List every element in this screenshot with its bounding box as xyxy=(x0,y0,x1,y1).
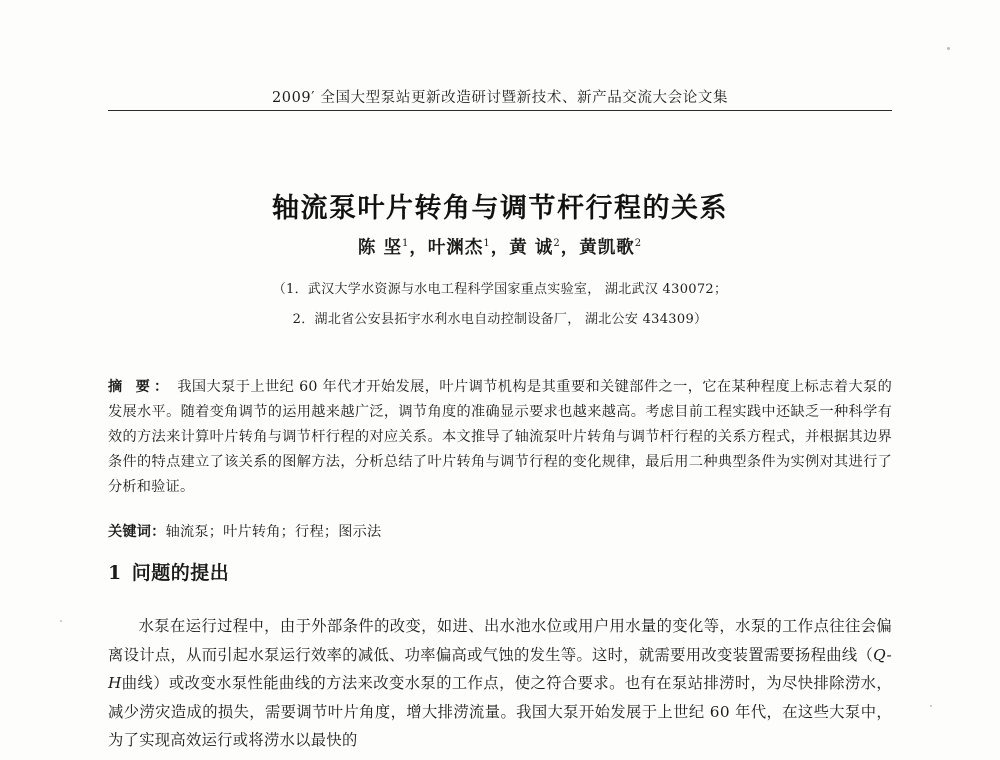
section-number: 1 xyxy=(108,562,122,584)
body-italic-symbol: Q-H xyxy=(108,645,892,693)
body-text-part-1: 水泵在运行过程中，由于外部条件的改变，如进、出水池水位或用户用水量的变化等，水泵的工作点往往会偏离设计点，从而引起水泵运行效率的减低、功率偏高或气蚀的发生等。这时，就需要用改变装置需要扬程曲线（ xyxy=(108,617,892,664)
affiliation-line-1: （1．武汉大学水资源与水电工程科学国家重点实验室， 湖北武汉 430072； xyxy=(272,282,728,297)
affiliation-line-2: 2．湖北省公安县拓宇水利水电自动控制设备厂， 湖北公安 434309） xyxy=(292,312,708,327)
author-affil-marker: 1 xyxy=(483,238,491,250)
section-heading xyxy=(108,558,229,585)
author-list: 陈 坚$^1$，叶渊杰$^1$，黄 诚$^2$，黄凯歌$^2$ xyxy=(357,238,643,258)
author-affil-marker: 2 xyxy=(553,238,561,250)
author-affil-marker: 2 xyxy=(634,238,643,250)
abstract-block xyxy=(108,375,892,500)
scan-speck xyxy=(60,620,62,622)
keywords-label: 关键词： xyxy=(108,524,166,540)
keywords-block xyxy=(108,520,892,544)
running-head: 2009′ 全国大型泵站更新改造研讨暨新技术、新产品交流大会论文集 xyxy=(271,90,729,106)
author-name: 陈 坚 xyxy=(357,238,402,258)
author-name: 黄凯歌 xyxy=(579,238,635,258)
body-text-part-2: 曲线）或改变水泵性能曲线的方法来改变水泵的工作点，使之符合要求。也有在泵站排涝时，为尽快排除涝水，减少涝灾造成的损失，需要调节叶片角度，增大排涝流量。我国大泵开始发展于上世纪 60 年代，在这些大泵中，为了实现高效运行或将涝水以最快的 xyxy=(108,674,892,750)
author-name: 黄 诚 xyxy=(509,238,554,258)
keywords-text: 轴流泵；叶片转角；行程；图示法 xyxy=(165,524,382,540)
author-affil-marker: 1 xyxy=(402,238,410,250)
abstract-label: 摘 要： xyxy=(108,379,173,395)
header-rule xyxy=(108,110,892,111)
scan-speck xyxy=(930,705,932,707)
abstract-text: 我国大泵于上世纪 60 年代才开始发展，叶片调节机构是其重要和关键部件之一，它在某种程度上标志着大泵的发展水平。随着变角调节的运用越来越广泛，调节角度的准确显示要求也越来越高。考虑目前工程实践中还缺乏一种科学有效的方法来计算叶片转角与调节杆行程的对应关系。本文推导了轴流泵叶片转角与调节杆行程的关系方程式，并根据其边界条件的特点建立了该关系的图解方法，分析总结了叶片转角与调节行程的变化规律，最后用二种典型条件为实例对其进行了分析和验证。 xyxy=(108,379,892,495)
page-title: 轴流泵叶片转角与调节杆行程的关系 xyxy=(272,193,728,225)
author-name: 叶渊杰 xyxy=(427,238,484,258)
body-paragraph xyxy=(108,612,892,755)
page-content xyxy=(108,0,892,760)
section-title: 问题的提出 xyxy=(131,562,230,584)
scan-speck xyxy=(947,47,950,50)
